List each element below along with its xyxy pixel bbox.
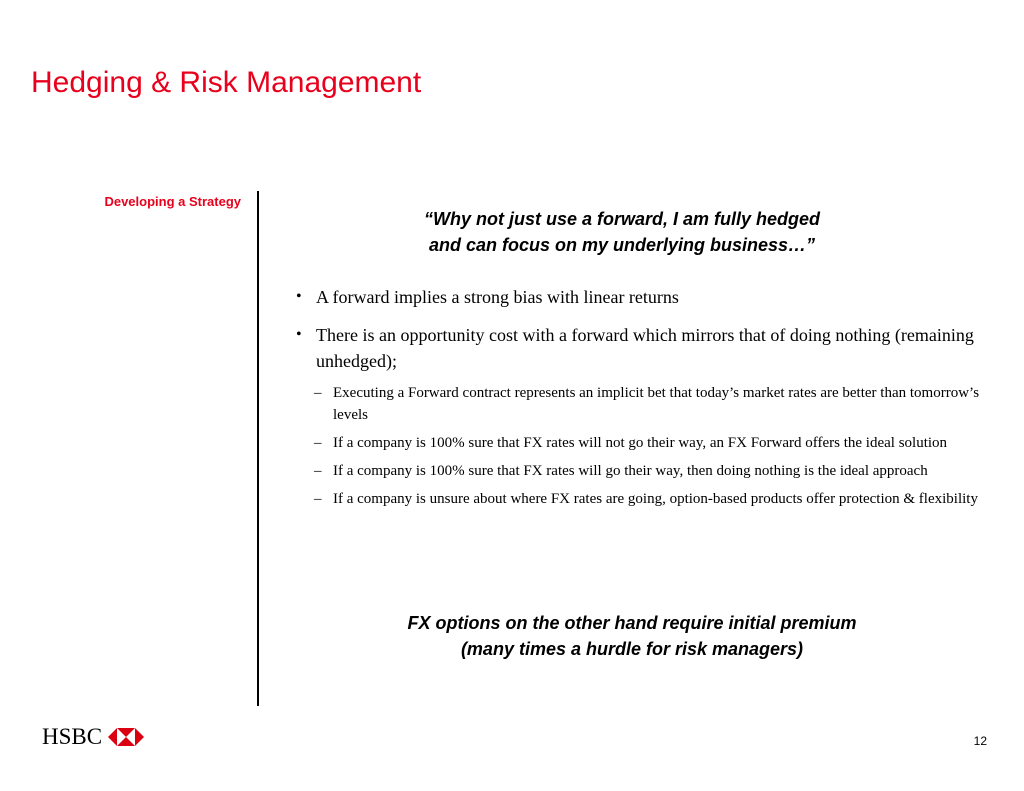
bullet-item — [296, 322, 992, 374]
page-number: 12 — [973, 734, 987, 748]
sub-bullet-text: If a company is 100% sure that FX rates will go their way, then doing nothing is the ideal approach — [333, 463, 928, 479]
logo-wordmark: HSBC — [42, 724, 103, 749]
bullet-mark: • — [296, 288, 302, 305]
quote-line: and can focus on my underlying business…” — [428, 235, 816, 255]
dash-mark: – — [314, 435, 322, 451]
sub-bullet-item — [296, 460, 992, 482]
hsbc-logo — [42, 722, 144, 752]
bullet-list — [296, 284, 992, 516]
hsbc-hexagon-logo-icon — [108, 728, 144, 746]
sub-bullet-item — [296, 488, 992, 510]
conclusion-line: FX options on the other hand require initial premium — [407, 613, 857, 633]
conclusion — [290, 610, 974, 662]
bullet-text: A forward implies a strong bias with linear returns — [316, 287, 679, 307]
dash-mark: – — [314, 385, 322, 401]
conclusion-line: (many times a hurdle for risk managers) — [460, 639, 804, 659]
sub-bullet-item — [296, 382, 992, 426]
bullet-mark: • — [296, 326, 302, 343]
quote — [290, 206, 954, 258]
bullet-item — [296, 284, 992, 310]
sub-bullet-text: If a company is 100% sure that FX rates will not go their way, an FX Forward offers the ideal solution — [333, 435, 948, 451]
sub-bullet-list — [296, 382, 992, 510]
sub-bullet-text: Executing a Forward contract represents an implicit bet that today’s market rates are better than tomorrow’s levels — [333, 385, 980, 423]
dash-mark: – — [314, 491, 322, 507]
bullet-text: There is an opportunity cost with a forward which mirrors that of doing nothing (remaining unhedged); — [316, 325, 974, 371]
sub-bullet-text: If a company is unsure about where FX rates are going, option-based products offer protection & flexibility — [333, 491, 978, 507]
dash-mark: – — [314, 463, 322, 479]
quote-line: “Why not just use a forward, I am fully hedged — [423, 209, 821, 229]
sub-bullet-item — [296, 432, 992, 454]
vertical-divider — [257, 191, 259, 706]
section-label: Developing a Strategy — [104, 194, 241, 209]
slide-title: Hedging & Risk Management — [31, 66, 422, 99]
